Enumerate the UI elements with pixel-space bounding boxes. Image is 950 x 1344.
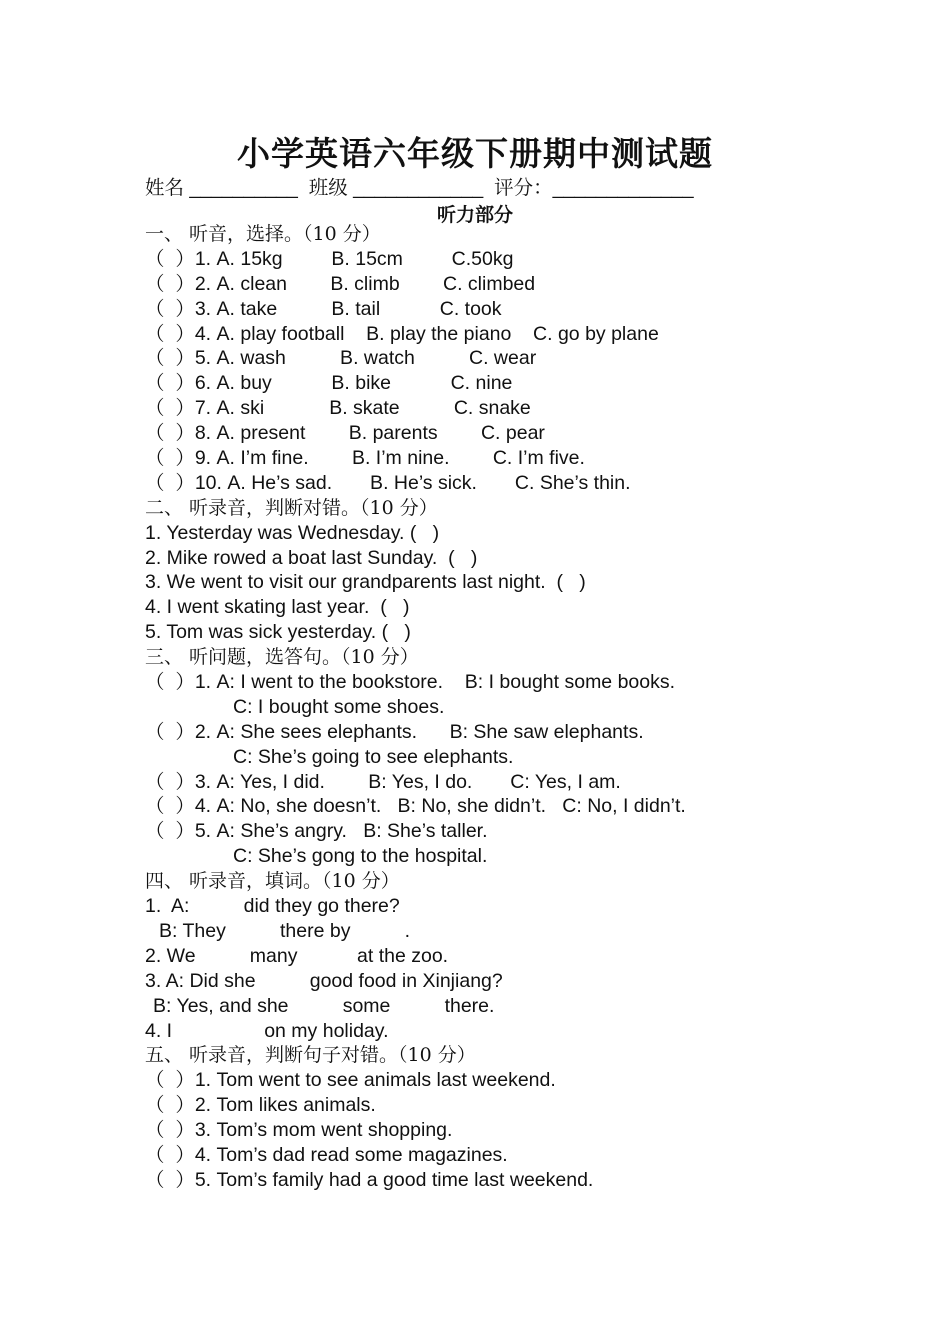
question-line: 3. We went to visit our grandparents last night. ( ) — [145, 571, 586, 594]
question-line: （ ）3. Tom’s mom went shopping. — [145, 1119, 453, 1142]
question-line: （ ）5. A: She’s angry. B: She’s taller. — [145, 820, 488, 843]
section-heading: 一、 听音，选择。（10 分） — [145, 223, 381, 245]
question-line: （ ）3. A: Yes, I did. B: Yes, I do. C: Yes, I am. — [145, 770, 621, 793]
question-line: （ ）5. Tom’s family had a good time last weekend. — [145, 1168, 594, 1191]
section-heading: 二、 听录音，判断对错。（10 分） — [145, 496, 438, 519]
question-line: 2. Mike rowed a boat last Sunday. ( ) — [145, 546, 478, 569]
question-line: B: They there by . — [159, 919, 411, 942]
student-info-line: 姓名 __________ 班级 ____________ 评分：_____________ — [145, 177, 694, 199]
question-line: （ ）3. A. take B. tail C. took — [145, 297, 502, 320]
exam-content — [145, 222, 845, 1193]
question-line: （ ）10. A. He’s sad. B. He’s sick. C. She’s thin. — [145, 471, 631, 494]
question-line: （ ）2. A: She sees elephants. B: She saw elephants. — [145, 720, 644, 743]
question-line: B: Yes, and she some there. — [153, 994, 495, 1017]
question-line: C: She’s gong to the hospital. — [233, 845, 488, 868]
question-line: C: She’s going to see elephants. — [233, 745, 514, 768]
question-line: 5. Tom was sick yesterday. ( ) — [145, 621, 411, 644]
question-line: （ ）1. Tom went to see animals last weekend. — [145, 1069, 556, 1092]
question-line: （ ）4. A. play football B. play the piano C. go by plane — [145, 322, 659, 345]
question-line: （ ）7. A. ski B. skate C. snake — [145, 397, 531, 420]
question-line: （ ）4. A: No, she doesn’t. B: No, she didn’t. C: No, I didn’t. — [145, 795, 686, 818]
section-label: 听力部分 — [436, 205, 513, 226]
question-line: （ ）8. A. present B. parents C. pear — [145, 422, 545, 445]
question-line: （ ）1. A: I went to the bookstore. B: I bought some books. — [145, 671, 676, 694]
section-heading: 四、 听录音，填词。（10 分） — [145, 870, 400, 893]
section-heading: 三、 听问题，选答句。（10 分） — [145, 646, 419, 669]
question-line: 2. We many at the zoo. — [145, 944, 449, 967]
question-line: C: I bought some shoes. — [233, 695, 445, 718]
question-line: 4. I went skating last year. ( ) — [145, 596, 410, 619]
question-line: （ ）1. A. 15kg B. 15cm C.50kg — [145, 247, 514, 270]
question-line: 1. A: did they go there? — [145, 895, 400, 918]
question-line: （ ）4. Tom’s dad read some magazines. — [145, 1143, 508, 1166]
question-line: （ ）2. Tom likes animals. — [145, 1094, 376, 1117]
section-heading: 五、 听录音，判断句子对错。（10 分） — [145, 1044, 476, 1067]
question-line: （ ）5. A. wash B. watch C. wear — [145, 347, 537, 370]
question-line: （ ）6. A. buy B. bike C. nine — [145, 372, 513, 395]
question-line: 3. A: Did she good food in Xinjiang? — [145, 969, 503, 992]
page-title: 小学英语六年级下册期中测试题 — [237, 134, 713, 173]
question-line: 4. I on my holiday. — [145, 1019, 389, 1042]
question-line: （ ）9. A. I’m fine. B. I’m nine. C. I’m five. — [145, 447, 585, 470]
question-line: （ ）2. A. clean B. climb C. climbed — [145, 272, 536, 295]
question-line: 1. Yesterday was Wednesday. ( ) — [145, 521, 440, 544]
